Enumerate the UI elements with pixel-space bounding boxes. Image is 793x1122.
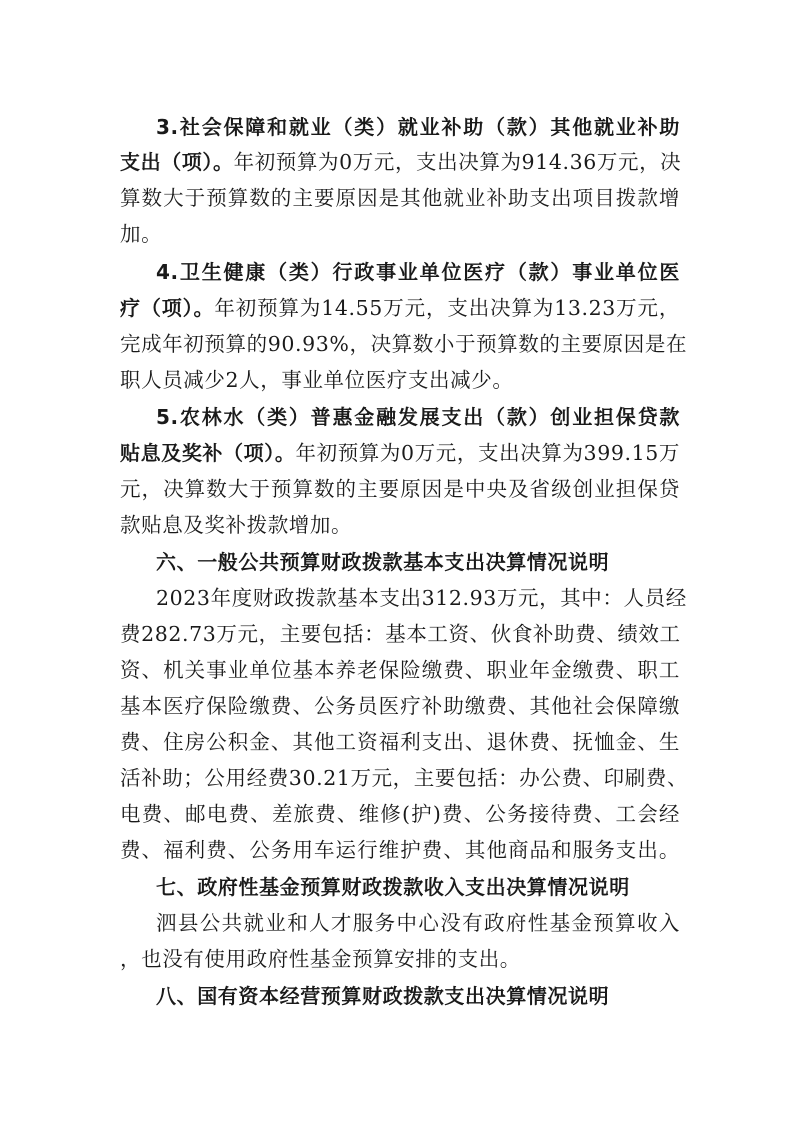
section6-line: 费282.73万元，主要包括：基本工资、伙食补助费、绩效工 [120, 622, 681, 646]
item5-line3: 元，决算数大于预算数的主要原因是中央及省级创业担保贷 [120, 477, 680, 501]
item5-line2 [120, 441, 680, 465]
section6-title: 六、一般公共预算财政拨款基本支出决算情况说明 [156, 550, 610, 574]
item3-heading: 3.社会保障和就业（类）就业补助（款）其他就业补助 [156, 115, 680, 139]
section6-line: 费、住房公积金、其他工资福利支出、退休费、抚恤金、生 [120, 730, 680, 754]
section7-line: ，也没有使用政府性基金预算安排的支出。 [120, 947, 521, 971]
item4-heading-end: 疗（项）。 [120, 296, 215, 320]
item3-line3: 算数大于预算数的主要原因是其他就业补助支出项目拨款增 [120, 186, 680, 210]
section6-line: 2023年度财政拨款基本支出312.93万元，其中：人员经 [156, 586, 687, 610]
section6-line: 基本医疗保险缴费、公务员医疗补助缴费、其他社会保障缴 [120, 694, 680, 718]
section7-line: 泗县公共就业和人才服务中心没有政府性基金预算收入 [156, 911, 680, 935]
section6-line: 费、福利费、公务用车运行维护费、其他商品和服务支出。 [120, 838, 680, 862]
section7-title: 七、政府性基金预算财政拨款收入支出决算情况说明 [156, 875, 630, 899]
item4-line3: 完成年初预算的90.93%，决算数小于预算数的主要原因是在 [120, 332, 688, 356]
section8-title: 八、国有资本经营预算财政拨款支出决算情况说明 [156, 984, 610, 1008]
item5-line4: 款贴息及奖补拨款增加。 [120, 513, 353, 537]
item4-line2 [120, 296, 680, 320]
item5-body: 年初预算为0万元，支出决算为399.15万 [295, 441, 680, 465]
section6-line: 资、机关事业单位基本养老保险缴费、职业年金缴费、职工 [120, 658, 680, 682]
item3-body: 年初预算为0万元，支出决算为914.36万元，决 [233, 150, 682, 174]
item4-body: 年初预算为14.55万元，支出决算为13.23万元， [214, 296, 680, 320]
item4-line4: 职人员减少2人，事业单位医疗支出减少。 [120, 368, 514, 392]
item3-line4: 加。 [120, 222, 163, 246]
section6-line: 电费、邮电费、差旅费、维修(护)费、公务接待费、工会经 [120, 802, 680, 826]
section6-line: 活补助；公用经费30.21万元，主要包括：办公费、印刷费、 [120, 766, 689, 790]
item5-heading-end: 贴息及奖补（项）。 [120, 441, 296, 465]
item3-line2 [120, 150, 680, 174]
item5-heading: 5.农林水（类）普惠金融发展支出（款）创业担保贷款 [156, 405, 680, 429]
item4-heading: 4.卫生健康（类）行政事业单位医疗（款）事业单位医 [156, 260, 680, 284]
item3-heading-end: 支出（项）。 [120, 150, 234, 174]
